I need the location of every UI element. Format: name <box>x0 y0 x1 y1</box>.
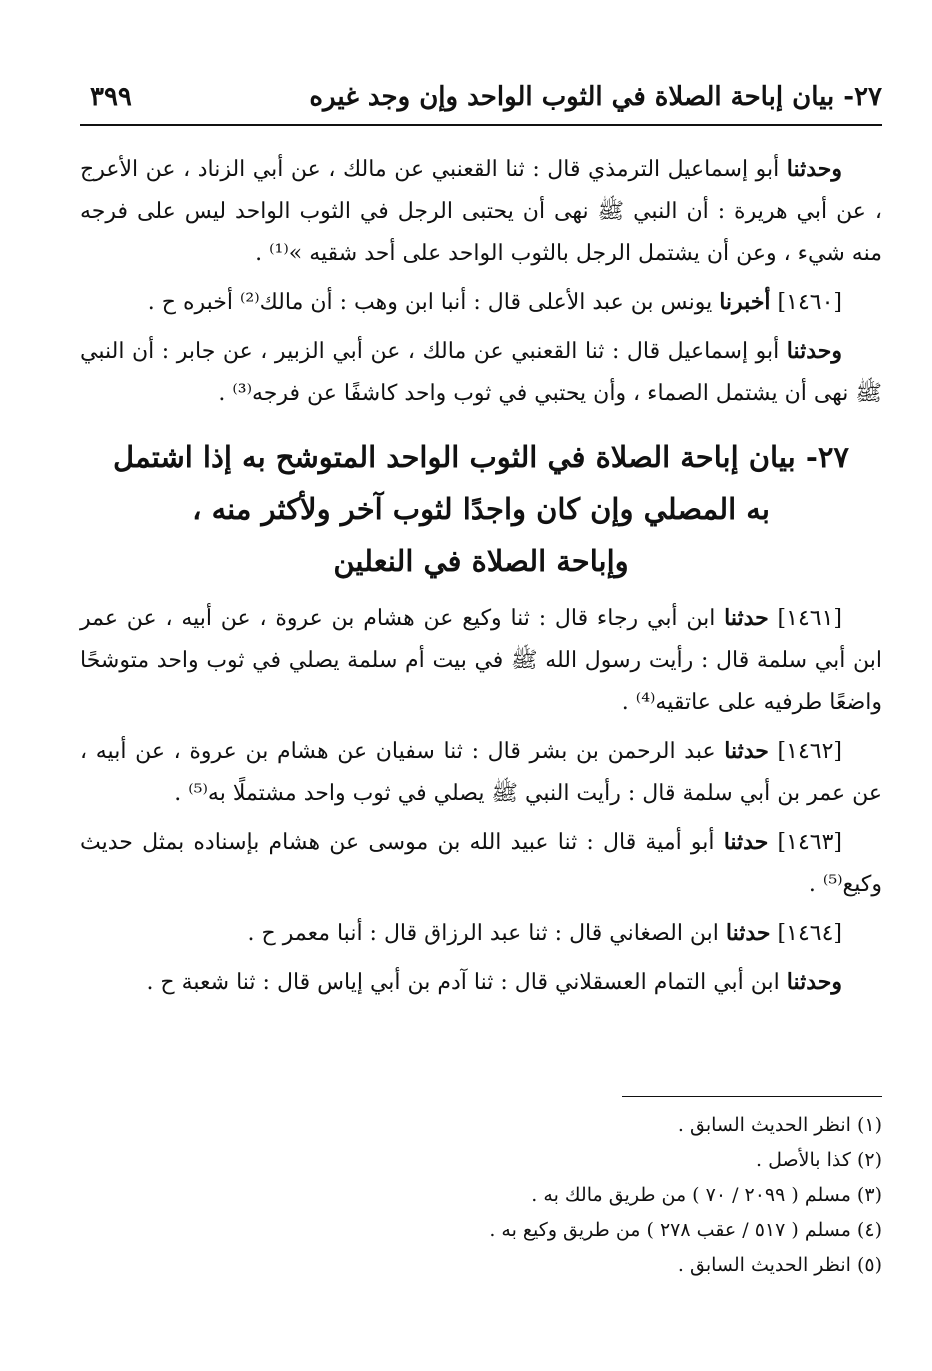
narration-keyword: أخبرنا <box>719 289 771 315</box>
narration-keyword: وحدثنا <box>786 338 843 364</box>
running-title: ٢٧- بيان إباحة الصلاة في الثوب الواحد وإن وجد غيره <box>309 82 882 112</box>
narration-keyword: حدثنا <box>723 829 769 855</box>
narration-keyword: وحدثنا <box>786 969 842 995</box>
chapter-heading <box>80 431 882 587</box>
hadith-number: [١٤٦٤] <box>777 921 842 946</box>
hadith-number: [١٤٦٢] <box>777 739 842 764</box>
hadith-paragraph <box>80 961 882 1004</box>
hadith-paragraph <box>80 821 882 906</box>
footnote: (٢) كذا بالأصل . <box>756 1149 882 1171</box>
narration-keyword: حدثنا <box>725 920 771 946</box>
footnote: (٤) مسلم ( ٥١٧ / عقب ٢٧٨ ) من طريق وكيع به . <box>489 1219 882 1241</box>
chapter-heading-line: به المصلي وإن كان واجدًا لثوب آخر ولأكثر منه ، <box>192 492 770 526</box>
hadith-text: يونس بن عبد الأعلى قال : أنبا ابن وهب : أن مالك⁽²⁾ أخبره ح . <box>147 290 720 315</box>
narration-keyword: حدثنا <box>724 605 769 631</box>
footnote-divider <box>622 1096 882 1097</box>
hadith-text: أبو إسماعيل قال : ثنا القعنبي عن مالك ، عن أبي الزبير ، عن جابر : أن النبي ﷺ نهى أن يشتمل الصماء ، وأن يحتبي في ثوب واحد كاشفًا عن فرجه⁽³⁾ . <box>80 339 882 406</box>
hadith-number: [١٤٦٣] <box>777 830 842 855</box>
hadith-text: ابن أبي رجاء قال : ثنا وكيع عن هشام بن عروة ، عن أبيه ، عن عمر ابن أبي سلمة قال : رأيت رسول الله ﷺ في بيت أم سلمة يصلي في ثوب واحد متوشحًا واضعًا طرفيه على عاتقيه⁽⁴⁾ . <box>80 606 882 715</box>
hadith-paragraph <box>80 148 882 275</box>
footnote: (٣) مسلم ( ٢٠٩٩ / ٧٠ ) من طريق مالك به . <box>531 1184 882 1206</box>
narration-keyword: وحدثنا <box>786 156 842 182</box>
hadith-paragraph <box>80 597 882 724</box>
footnote: (١) انظر الحديث السابق . <box>677 1114 882 1136</box>
hadith-number: [١٤٦١] <box>777 606 842 631</box>
footnote: (٥) انظر الحديث السابق . <box>677 1254 882 1276</box>
hadith-text: ابن أبي التمام العسقلاني قال : ثنا آدم بن أبي إياس قال : ثنا شعبة ح . <box>146 970 787 995</box>
narration-keyword: حدثنا <box>724 738 769 764</box>
chapter-heading-line: ٢٧- بيان إباحة الصلاة في الثوب الواحد المتوشح به إذا اشتمل <box>112 440 850 474</box>
hadith-text: أبو إسماعيل الترمذي قال : ثنا القعنبي عن مالك ، عن أبي الزناد ، عن الأعرج ، عن أبي هريرة : أن النبي ﷺ نهى أن يحتبى الرجل في الثوب الواحد ليس على فرجه منه شيء ، وعن أن يشتمل الرجل بالثوب الواحد على أحد شقيه »⁽¹⁾ . <box>80 157 882 266</box>
hadith-text: ابن الصغاني قال : ثنا عبد الرزاق قال : أنبا معمر ح . <box>247 921 726 946</box>
main-text <box>80 148 882 1010</box>
hadith-paragraph <box>80 330 882 415</box>
page-header <box>80 80 882 126</box>
hadith-text: عبد الرحمن بن بشر قال : ثنا سفيان عن هشام بن عروة ، عن أبيه ، عن عمر بن أبي سلمة قال : رأيت النبي ﷺ يصلي في ثوب واحد مشتملًا به⁽⁵⁾ . <box>80 739 882 806</box>
hadith-paragraph <box>80 730 882 815</box>
hadith-paragraph <box>80 912 882 955</box>
footnotes <box>80 1108 882 1283</box>
hadith-number: [١٤٦٠] <box>777 290 842 315</box>
chapter-heading-line: وإباحة الصلاة في النعلين <box>333 544 629 578</box>
hadith-text: أبو أمية قال : ثنا عبيد الله بن موسى عن هشام بإسناده بمثل حديث وكيع⁽⁵⁾ . <box>80 830 882 897</box>
hadith-paragraph <box>80 281 882 324</box>
page-number: ٣٩٩ <box>90 82 132 112</box>
